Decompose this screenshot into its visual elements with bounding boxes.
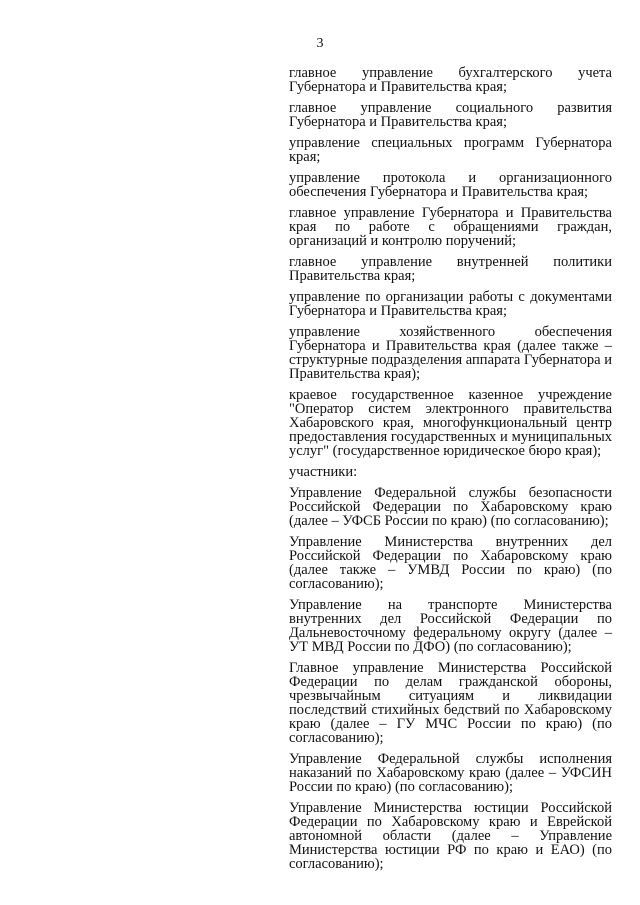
list-item: главное управление Губернатора и Правительства края по работе с обращениями граждан, организаций и контролю поручений; [289, 205, 612, 249]
list-item: главное управление бухгалтерского учета Губернатора и Правительства края; [289, 65, 612, 95]
document-body [289, 66, 612, 878]
list-item: управление хозяйственного обеспечения Губернатора и Правительства края (далее также – структурные подразделения аппарата Губернатора и Правительства края); [289, 324, 612, 382]
list-item: Управление Федеральной службы безопасности Российской Федерации по Хабаровскому краю (далее – УФСБ России по краю) (по согласованию); [289, 485, 612, 529]
list-item: главное управление внутренней политики Правительства края; [289, 254, 612, 284]
list-item: Управление Министерства внутренних дел Российской Федерации по Хабаровскому краю (далее также – УМВД России по краю) (по согласованию); [289, 534, 612, 592]
list-item: Управление Министерства юстиции Российской Федерации по Хабаровскому краю и Еврейской автономной области (далее – Управление Министерства юстиции РФ по краю и ЕАО) (по согласованию); [289, 800, 612, 872]
list-item: Управление Федеральной службы исполнения наказаний по Хабаровскому краю (далее – УФСИН России по краю) (по согласованию); [289, 751, 612, 795]
list-item: краевое государственное казенное учреждение "Оператор систем электронного правительства Хабаровского края, многофункциональный центр предоставления государственных и муниципальных услуг" (государственное юридическое бюро края); [289, 387, 612, 459]
list-item: управление протокола и организационного обеспечения Губернатора и Правительства края; [289, 170, 612, 200]
section-label: участники: [289, 464, 358, 480]
list-item: главное управление социального развития Губернатора и Правительства края; [289, 100, 612, 130]
list-item: управление специальных программ Губернатора края; [289, 135, 612, 165]
list-item: Управление на транспорте Министерства внутренних дел Российской Федерации по Дальневосточному федеральному округу (далее – УТ МВД России по ДФО) (по согласованию); [289, 597, 612, 655]
list-item: Главное управление Министерства Российской Федерации по делам гражданской обороны, чрезвычайным ситуациям и ликвидации последствий стихийных бедствий по Хабаровскому краю (далее – ГУ МЧС России по краю) (по согласованию); [289, 660, 612, 746]
page-number: 3 [316, 36, 324, 51]
list-item: управление по организации работы с документами Губернатора и Правительства края; [289, 289, 612, 319]
